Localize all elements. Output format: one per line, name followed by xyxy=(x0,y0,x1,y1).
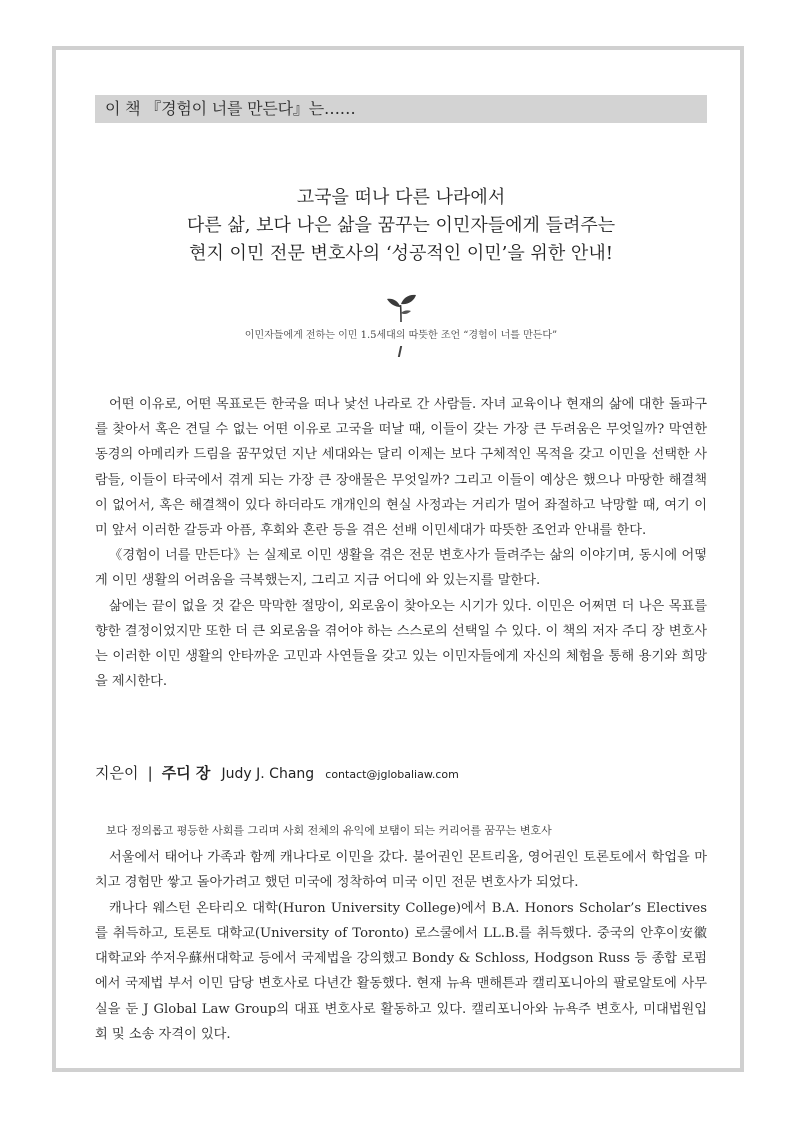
section-banner: 이 책 『경험이 너를 만든다』는…… xyxy=(95,95,707,123)
lead-text xyxy=(95,184,707,268)
intro-body xyxy=(95,392,707,694)
author-tagline: 보다 정의롭고 평등한 사회를 그리며 사회 전체의 유익에 보탬이 되는 커리어를 꿈꾸는 변호사 xyxy=(106,824,552,837)
author-label: 지은이 xyxy=(95,764,139,782)
author-bio xyxy=(95,845,707,1047)
author-line xyxy=(95,762,707,783)
lead-line: 고국을 떠나 다른 나라에서 xyxy=(296,187,506,208)
paragraph: 어떤 이유로, 어떤 목표로든 한국을 떠나 낯선 나라로 간 사람들. 자녀 교육이나 현재의 삶에 대한 돌파구를 찾아서 혹은 견딜 수 없는 어떤 이유로 고국을 떠날 때, 이들이 갖는 가장 큰 두려움은 무엇일까? 막연한 동경의 아메리카 드림을 꿈꾸었던 지난 세대와는 달리 이제는 보다 구체적인 목적을 갖고 이민을 선택한 사람들, 이들이 타국에서 겪게 되는 가장 큰 장애물은 무엇일까? 그리고 이들이 예상은 했으나 마땅한 해결책이 없어서, 혹은 해결책이 있다 하더라도 개개인의 현실 사정과는 거리가 멀어 좌절하고 낙망할 때, 여기 이미 앞서 이러한 갈등과 아픔, 후회와 혼란 등을 겪은 선배 이민세대가 따뜻한 조언과 안내를 한다. xyxy=(95,397,707,539)
paragraph: 삶에는 끝이 없을 것 같은 막막한 절망이, 외로움이 찾아오는 시기가 있다. 이민은 어쩌면 더 나은 목표를 향한 결정이었지만 또한 더 큰 외로움을 겪어야 하는 스스로의 선택일 수 있다. 이 책의 저자 주디 장 변호사는 이러한 이민 생활의 안타까운 고민과 사연들을 갖고 있는 이민자들에게 자신의 체험을 통해 용기와 희망을 제시한다. xyxy=(95,598,707,690)
author-name-ko: 주디 장 xyxy=(161,764,211,782)
paragraph: 서울에서 태어나 가족과 함께 캐나다로 이민을 갔다. 불어권인 몬트리올, 영어권인 토론토에서 학업을 마치고 경험만 쌓고 돌아가려고 했던 미국에 정착하여 미국 이민 전문 변호사가 되었다. xyxy=(95,850,707,891)
author-name-en: Judy J. Chang xyxy=(221,766,315,782)
separator: | xyxy=(147,764,153,782)
lead-line: 다른 삶, 보다 나은 삶을 꿈꾸는 이민자들에게 들려주는 xyxy=(186,215,616,236)
sprout-icon xyxy=(385,293,417,323)
author-email: contact@jglobaliaw.com xyxy=(325,768,459,781)
paragraph: 《경험이 너를 만든다》는 실제로 이민 생활을 겪은 전문 변호사가 들려주는 삶의 이야기며, 동시에 어떻게 이민 생활의 어려움을 극복했는지, 그리고 지금 어디에 와 있는지를 말한다. xyxy=(95,548,707,589)
lead-line: 현지 이민 전문 변호사의 ‘성공적인 이민’을 위한 안내! xyxy=(189,243,613,264)
tagline: 이민자들에게 전하는 이민 1.5세대의 따뜻한 조언 “경험이 너를 만든다” xyxy=(244,330,558,341)
paragraph: 캐나다 웨스턴 온타리오 대학(Huron University College)에서 B.A. Honors Scholar’s Electives를 취득하고, 토론토 대학교(University of Toronto) 로스쿨에서 LL.B.를 취득했다. 중국의 안후이安徽대학교와 쑤저우蘇州대학교 등에서 국제법을 강의했고 Bondy & Schloss, Hodgson Russ 등 종합 로펌에서 국제법 부서 이민 담당 변호사로 다년간 활동했다. 현재 뉴욕 맨해튼과 캘리포니아의 팔로알토에 사무실을 둔 J Global Law Group의 대표 변호사로 활동하고 있다. 캘리포니아와 뉴욕주 변호사, 미대법원입회 및 소송 자격이 있다. xyxy=(95,900,707,1043)
